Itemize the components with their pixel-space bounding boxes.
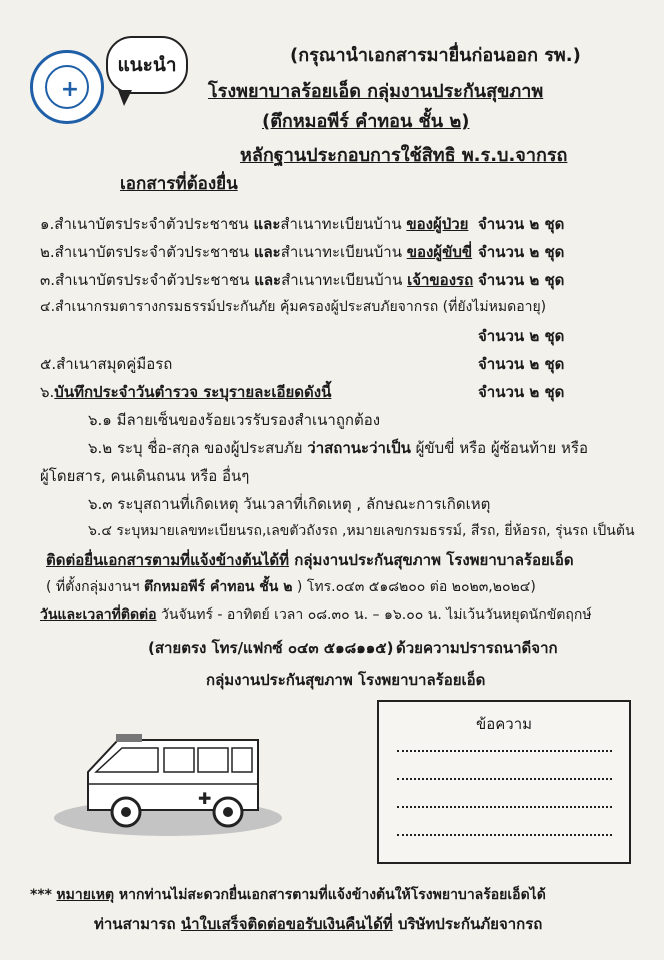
list-item: ๒.สำเนาบัตรประจำตัวประชาชน และสำเนาทะเบียนบ้าน ของผู้ขับขี่ xyxy=(40,243,473,261)
note-line xyxy=(397,750,612,752)
section-heading: เอกสารที่ต้องยื่น xyxy=(120,174,238,194)
building-line: (ตึกหมอพีร์ คำทอน ชั้น ๒) xyxy=(262,111,470,132)
footer-note-2: ท่านสามารถ นำใบเสร็จติดต่อขอรับเงินคืนได้ที่ บริษัทประกันภัยจากรถ xyxy=(94,915,543,933)
item-count: จำนวน ๒ ชุด xyxy=(478,327,565,345)
contact-line: ( ที่ตั้งกลุ่มงานฯ ตึกหมอพีร์ คำทอน ชั้น ๒ ) โทร.๐๔๓ ๕๑๘๒๐๐ ต่อ ๒๐๒๓,๒๐๒๔) xyxy=(46,579,536,595)
item-count: จำนวน ๒ ชุด xyxy=(478,215,565,233)
bubble-tail xyxy=(118,90,132,106)
item-count: จำนวน ๒ ชุด xyxy=(478,271,565,289)
item-count: จำนวน ๒ ชุด xyxy=(478,243,565,261)
list-item: ๔.สำเนากรมตารางกรมธรรม์ประกันภัย คุ้มครองผู้ประสบภัยจากรถ (ที่ยังไม่หมดอายุ) xyxy=(40,299,547,315)
note-line xyxy=(397,834,612,836)
hospital-title: โรงพยาบาลร้อยเอ็ด กลุ่มงานประกันสุขภาพ xyxy=(208,81,544,102)
item-count: จำนวน ๒ ชุด xyxy=(478,383,565,401)
contact-phone: (สายตรง โทร/แฟกซ์ ๐๔๓ ๕๑๘๑๑๕) xyxy=(148,639,394,657)
list-item: ๖.บันทึกประจำวันตำรวจ ระบุรายละเอียดดังนี้ xyxy=(40,383,332,401)
regards-line: ด้วยความปรารถนาดีจาก xyxy=(396,639,558,657)
contact-line: ติดต่อยื่นเอกสารตามที่แจ้งข้างต้นได้ที่ กลุ่มงานประกันสุขภาพ โรงพยาบาลร้อยเอ็ด xyxy=(46,551,574,569)
sub-item-cont: ผู้โดยสาร, คนเดินถนน หรือ อื่นๆ xyxy=(40,467,250,485)
svg-text:✚: ✚ xyxy=(198,789,212,808)
ambulance-illustration xyxy=(48,700,288,840)
cross-icon: + xyxy=(60,77,80,102)
doc-title: หลักฐานประกอบการใช้สิทธิ พ.ร.บ.จากรถ xyxy=(240,145,568,166)
recommend-bubble: แนะนำ xyxy=(106,36,188,94)
sub-item: ๖.๔ ระบุหมายเลขทะเบียนรถ,เลขตัวถังรถ ,หมายเลขกรมธรรม์, สีรถ, ยี่ห้อรถ, รุ่นรถ เป็นต้น xyxy=(88,523,635,539)
note-box xyxy=(377,700,631,864)
note-line xyxy=(397,778,612,780)
note-box-title: ข้อความ xyxy=(475,715,533,733)
hospital-logo xyxy=(30,50,104,124)
item-count: จำนวน ๒ ชุด xyxy=(478,355,565,373)
notice-top: (กรุณานำเอกสารมายื่นก่อนออก รพ.) xyxy=(290,45,581,66)
note-line xyxy=(397,806,612,808)
footer-note: *** หมายเหตุ หากท่านไม่สะดวกยื่นเอกสารตามที่แจ้งข้างต้นให้โรงพยาบาลร้อยเอ็ดได้ xyxy=(30,887,546,903)
list-item: ๑.สำเนาบัตรประจำตัวประชาชน และสำเนาทะเบียนบ้าน ของผู้ป่วย xyxy=(40,215,469,233)
sub-item: ๖.๓ ระบุสถานที่เกิดเหตุ วันเวลาที่เกิดเหตุ , ลักษณะการเกิดเหตุ xyxy=(88,495,491,513)
list-item: ๕.สำเนาสมุดคู่มือรถ xyxy=(40,355,173,373)
signature-line: กลุ่มงานประกันสุขภาพ โรงพยาบาลร้อยเอ็ด xyxy=(206,671,486,689)
sub-item: ๖.๑ มีลายเซ็นของร้อยเวรรับรองสำเนาถูกต้อง xyxy=(88,411,381,429)
contact-line: วันและเวลาที่ติดต่อ วันจันทร์ - อาทิตย์ เวลา ๐๘.๓๐ น. – ๑๖.๐๐ น. ไม่เว้นวันหยุดนักขัตฤกษ์ xyxy=(40,607,592,623)
sub-item: ๖.๒ ระบุ ชื่อ-สกุล ของผู้ประสบภัย ว่าสถานะว่าเป็น ผู้ขับขี่ หรือ ผู้ซ้อนท้าย หรือ xyxy=(88,439,588,457)
list-item: ๓.สำเนาบัตรประจำตัวประชาชน และสำเนาทะเบียนบ้าน เจ้าของรถ xyxy=(40,271,474,289)
